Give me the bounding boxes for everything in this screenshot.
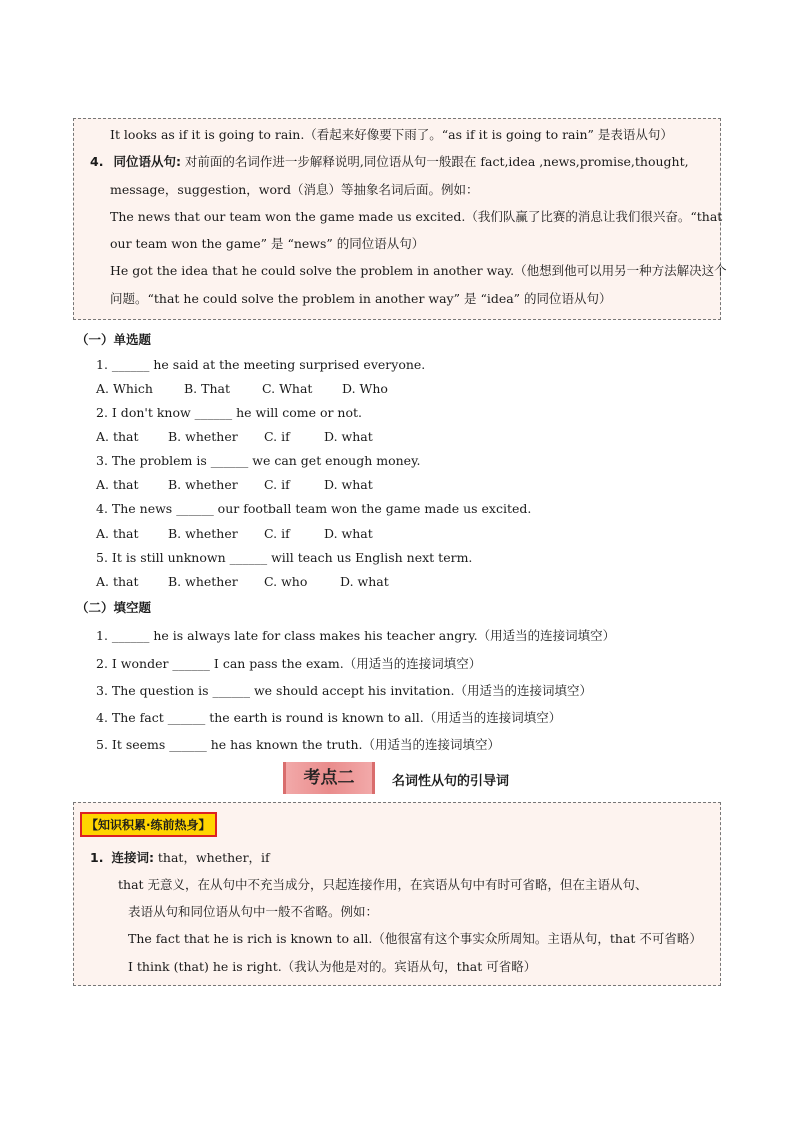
fill-item-2: 2. I wonder ______ I can pass the exam.（用适当的连接词填空）: [96, 656, 482, 671]
box1-line-5: our team won the game” 是 “news” 的同位语从句）: [110, 236, 425, 251]
option-d: D. Who: [342, 381, 388, 396]
box1-item-4: [90, 152, 689, 170]
question-5: 5. It is still unknown ______ will teach us English next term.: [96, 550, 473, 565]
options-5: [96, 574, 389, 589]
option-d: D. what: [324, 526, 373, 541]
question-1: 1. ______ he said at the meeting surprised everyone.: [96, 357, 426, 372]
box2-line-4: The fact that he is rich is known to all.（他很富有这个事实众所周知。主语从句，that 不可省略）: [128, 931, 702, 946]
options-4: [96, 526, 373, 541]
option-b: B. whether: [168, 574, 238, 589]
box2-item-1: [90, 848, 270, 866]
fill-item-3: 3. The question is ______ we should accept his invitation.（用适当的连接词填空）: [96, 683, 592, 698]
option-c: C. if: [264, 429, 290, 444]
option-b: B. whether: [168, 477, 238, 492]
option-a: A. that: [96, 526, 139, 541]
option-a: A. that: [96, 429, 139, 444]
options-3: [96, 477, 373, 492]
box1-line-6: He got the idea that he could solve the problem in another way.（他想到他可以用另一种方法解决这个: [110, 263, 727, 278]
box2-line-3: 表语从句和同位语从句中一般不省略。例如：: [128, 904, 379, 919]
option-d: D. what: [324, 429, 373, 444]
box2-line-5: I think (that) he is right.（我认为他是对的。宾语从句，that 可省略）: [128, 959, 537, 974]
option-a: A. that: [96, 477, 139, 492]
options-1: [96, 381, 388, 396]
topic-title: 名词性从句的引导词: [392, 774, 510, 789]
options-2: [96, 429, 373, 444]
item-number: 1.: [90, 850, 104, 865]
option-a: A. that: [96, 574, 139, 589]
option-c: C. who: [264, 574, 308, 589]
section-title-fill-in: （二）填空题: [76, 600, 152, 615]
option-b: B. whether: [168, 429, 238, 444]
option-c: C. if: [264, 526, 290, 541]
option-d: D. what: [340, 574, 389, 589]
option-d: D. what: [324, 477, 373, 492]
question-3: 3. The problem is ______ we can get enough money.: [96, 453, 421, 468]
option-a: A. Which: [96, 381, 153, 396]
item-text: that，whether，if: [153, 850, 270, 865]
section-title-single-choice: （一）单选题: [76, 332, 152, 347]
box1-line-1: It looks as if it is going to rain.（看起来好像要下雨了。“as if it is going to rain” 是表语从句）: [110, 127, 673, 142]
fill-item-5: 5. It seems ______ he has known the truth.（用适当的连接词填空）: [96, 737, 500, 752]
item-term: 连接词:: [111, 850, 154, 865]
fill-item-1: 1. ______ he is always late for class makes his teacher angry.（用适当的连接词填空）: [96, 628, 616, 643]
item-term: 同位语从句:: [113, 154, 181, 169]
option-b: B. whether: [168, 526, 238, 541]
question-2: 2. I don't know ______ he will come or not.: [96, 405, 363, 420]
option-c: C. if: [264, 477, 290, 492]
question-4: 4. The news ______ our football team won the game made us excited.: [96, 501, 532, 516]
box1-line-7: 问题。“that he could solve the problem in another way” 是 “idea” 的同位语从句）: [110, 291, 612, 306]
item-number: 4.: [90, 154, 104, 169]
item-text: 对前面的名词作进一步解释说明,同位语从句一般跟在 fact,idea ,news,promise,thought,: [180, 154, 689, 169]
topic-badge: 考点二: [283, 762, 375, 794]
option-b: B. That: [184, 381, 230, 396]
knowledge-tag: 【知识积累·练前热身】: [80, 812, 217, 837]
box2-line-2: that 无意义，在从句中不充当成分，只起连接作用，在宾语从句中有时可省略，但在主语从句、: [118, 877, 648, 892]
fill-item-4: 4. The fact ______ the earth is round is known to all.（用适当的连接词填空）: [96, 710, 562, 725]
box1-line-4: The news that our team won the game made us excited.（我们队赢了比赛的消息让我们很兴奋。“that: [110, 209, 723, 224]
option-c: C. What: [262, 381, 313, 396]
box1-line-3: message，suggestion，word（消息）等抽象名词后面。例如：: [110, 182, 479, 197]
